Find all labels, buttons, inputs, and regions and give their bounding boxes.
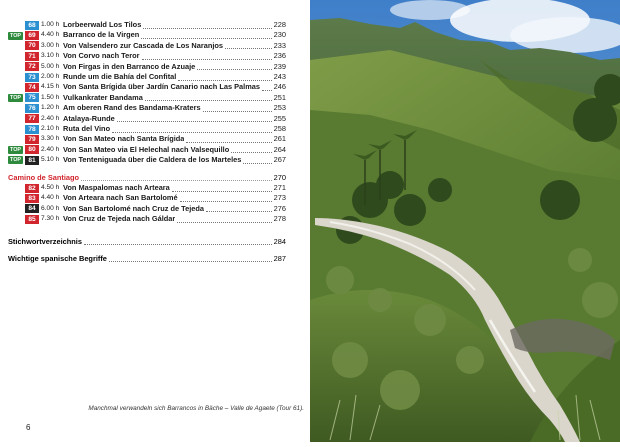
tour-duration: 3.30 h — [41, 135, 60, 143]
badge-spacer — [8, 184, 23, 192]
tour-entry-70[interactable] — [8, 41, 286, 51]
tour-entry-81[interactable] — [8, 155, 286, 165]
tour-title: Ruta del Vino — [63, 123, 111, 133]
tour-number: 85 — [25, 215, 39, 224]
left-page — [0, 0, 310, 442]
index-entry-2[interactable] — [8, 253, 286, 264]
leader-dots — [172, 191, 272, 192]
tour-number: 81 — [25, 156, 39, 165]
tour-page: 228 — [273, 20, 286, 29]
tour-title: Von Maspalomas nach Arteara — [63, 182, 170, 192]
tour-entry-76[interactable] — [8, 103, 286, 113]
leader-dots — [206, 211, 272, 212]
tour-duration: 2.10 h — [41, 124, 60, 132]
tour-number: 72 — [25, 62, 39, 71]
tour-number: 80 — [25, 145, 39, 154]
tour-duration: 3.10 h — [41, 52, 60, 60]
tour-entry-83[interactable] — [8, 193, 286, 203]
tour-page: 271 — [273, 182, 286, 192]
tour-page: 258 — [273, 123, 286, 133]
tour-title: Vulkankrater Bandama — [63, 92, 143, 102]
tour-title: Von Corvo nach Teror — [63, 51, 140, 61]
tour-page: 253 — [273, 103, 286, 113]
section-title: Camino de Santiago — [8, 173, 80, 183]
tour-duration: 3.00 h — [41, 41, 60, 49]
tour-number: 78 — [25, 125, 39, 134]
badge-spacer — [8, 104, 23, 112]
tour-number: 77 — [25, 114, 39, 123]
tour-title: Von Valsendero zur Cascada de Los Naranjos — [63, 40, 224, 50]
badge-spacer — [8, 115, 23, 123]
tour-title: Von San Bartolomé nach Cruz de Tejeda — [63, 203, 204, 213]
tour-entry-85[interactable] — [8, 214, 286, 224]
leader-dots — [243, 163, 271, 164]
tour-duration: 4.40 h — [41, 31, 60, 39]
leader-dots — [145, 100, 272, 101]
tour-page: 276 — [273, 203, 286, 213]
leader-dots — [186, 142, 271, 143]
tour-number: 83 — [25, 194, 39, 203]
tour-duration: 1.20 h — [41, 104, 60, 112]
tour-title: Atalaya-Runde — [63, 113, 115, 123]
tour-entry-84[interactable] — [8, 204, 286, 214]
leader-dots — [178, 80, 271, 81]
badge-spacer — [8, 21, 23, 29]
tour-entry-74[interactable] — [8, 82, 286, 92]
tour-entry-73[interactable] — [8, 72, 286, 82]
camino-tour-list — [8, 183, 286, 225]
tour-entry-75[interactable] — [8, 93, 286, 103]
tour-page: 236 — [273, 51, 286, 61]
tour-duration: 6.00 h — [41, 204, 60, 212]
leader-dots — [142, 59, 272, 60]
tour-duration: 2.00 h — [41, 72, 60, 80]
index-page: 284 — [273, 237, 286, 247]
leader-dots — [141, 38, 271, 39]
leader-dots — [109, 261, 272, 262]
tour-title: Von Tenteniguada über die Caldera de los Marteles — [63, 155, 242, 165]
tour-number: 76 — [25, 104, 39, 113]
index-entry-1[interactable] — [8, 236, 286, 247]
tour-page: 278 — [273, 214, 286, 224]
tour-page: 246 — [273, 82, 286, 92]
top-badge: TOP — [8, 146, 23, 154]
tour-number: 75 — [25, 93, 39, 102]
tour-title: Von Santa Brígida über Jardín Canario nach Las Palmas — [63, 82, 261, 92]
tour-title: Lorbeerwald Los Tilos — [63, 20, 142, 29]
tour-number: 74 — [25, 83, 39, 92]
tour-entry-82[interactable] — [8, 183, 286, 193]
landscape-photo — [310, 0, 620, 442]
leader-dots — [180, 201, 272, 202]
tour-entry-79[interactable] — [8, 134, 286, 144]
leader-dots — [197, 69, 271, 70]
tour-entry-77[interactable] — [8, 114, 286, 124]
valley-stream-image — [310, 0, 620, 442]
leader-dots — [84, 244, 272, 245]
badge-spacer — [8, 52, 23, 60]
top-badge: TOP — [8, 156, 23, 164]
tour-title: Von Firgas in den Barranco de Azuaje — [63, 61, 196, 71]
tour-number: 84 — [25, 204, 39, 213]
leader-dots — [262, 90, 272, 91]
badge-spacer — [8, 84, 23, 92]
leader-dots — [143, 28, 271, 29]
tour-duration: 1.50 h — [41, 93, 60, 101]
leader-dots — [231, 152, 271, 153]
tour-entry-72[interactable] — [8, 62, 286, 72]
leader-dots — [225, 48, 272, 49]
index-page: 287 — [273, 254, 286, 264]
tour-number: 82 — [25, 184, 39, 193]
badge-spacer — [8, 125, 23, 133]
tour-page: 251 — [273, 92, 286, 102]
badge-spacer — [8, 215, 23, 223]
page-number: 6 — [26, 423, 31, 432]
tour-page: 273 — [273, 193, 286, 203]
tour-page: 239 — [273, 61, 286, 71]
tour-list — [8, 20, 286, 165]
tour-page: 267 — [273, 155, 286, 165]
tour-title: Von Arteara nach San Bartolomé — [63, 193, 178, 203]
tour-duration: 5.10 h — [41, 156, 60, 164]
badge-spacer — [8, 42, 23, 50]
leader-dots — [177, 222, 271, 223]
badge-spacer — [8, 205, 23, 213]
tour-title: Am oberen Rand des Bandama-Kraters — [63, 103, 201, 113]
badge-spacer — [8, 194, 23, 202]
tour-title: Barranco de la Virgen — [63, 30, 140, 40]
badge-spacer — [8, 135, 23, 143]
tour-entry-71[interactable] — [8, 51, 286, 61]
tour-page: 233 — [273, 40, 286, 50]
badge-spacer — [8, 63, 23, 71]
index-title: Wichtige spanische Begriffe — [8, 254, 107, 264]
tour-entry-69[interactable] — [8, 30, 286, 40]
tour-duration: 4.40 h — [41, 194, 60, 202]
tour-duration: 2.40 h — [41, 145, 60, 153]
top-badge: TOP — [8, 32, 23, 40]
tour-page: 264 — [273, 144, 286, 154]
tour-page: 243 — [273, 71, 286, 81]
tour-duration: 1.00 h — [41, 21, 60, 28]
tour-number: 69 — [25, 31, 39, 40]
section-camino-de-santiago[interactable] — [8, 172, 286, 182]
tour-duration: 4.50 h — [41, 183, 60, 191]
tour-duration: 5.00 h — [41, 62, 60, 70]
tour-title: Von San Mateo nach Santa Brígida — [63, 134, 185, 144]
badge-spacer — [8, 73, 23, 81]
tour-entry-80[interactable] — [8, 145, 286, 155]
tour-page: 261 — [273, 134, 286, 144]
tour-number: 73 — [25, 73, 39, 82]
table-of-contents — [8, 20, 286, 264]
tour-page: 230 — [273, 30, 286, 40]
top-badge: TOP — [8, 94, 23, 102]
tour-duration: 2.40 h — [41, 114, 60, 122]
leader-dots — [81, 180, 272, 181]
tour-duration: 4.15 h — [41, 83, 60, 91]
tour-entry-68[interactable] — [8, 20, 286, 30]
tour-number: 68 — [25, 21, 39, 30]
tour-entry-78[interactable] — [8, 124, 286, 134]
tour-title: Runde um die Bahía del Confital — [63, 71, 177, 81]
leader-dots — [112, 132, 272, 133]
tour-duration: 7.30 h — [41, 215, 60, 223]
tour-number: 79 — [25, 135, 39, 144]
photo-caption: Manchmal verwandeln sich Barrancos in Bäche – Valle de Agaete (Tour 61). — [88, 405, 304, 412]
tour-title: Von San Mateo via El Helechal nach Valsequillo — [63, 144, 230, 154]
tour-page: 255 — [273, 113, 286, 123]
tour-number: 70 — [25, 41, 39, 50]
leader-dots — [117, 121, 272, 122]
tour-number: 71 — [25, 52, 39, 61]
leader-dots — [203, 111, 272, 112]
index-list — [8, 236, 286, 264]
index-title: Stichwortverzeichnis — [8, 237, 82, 247]
section-page: 270 — [273, 173, 286, 183]
tour-title: Von Cruz de Tejeda nach Gáldar — [63, 214, 176, 224]
